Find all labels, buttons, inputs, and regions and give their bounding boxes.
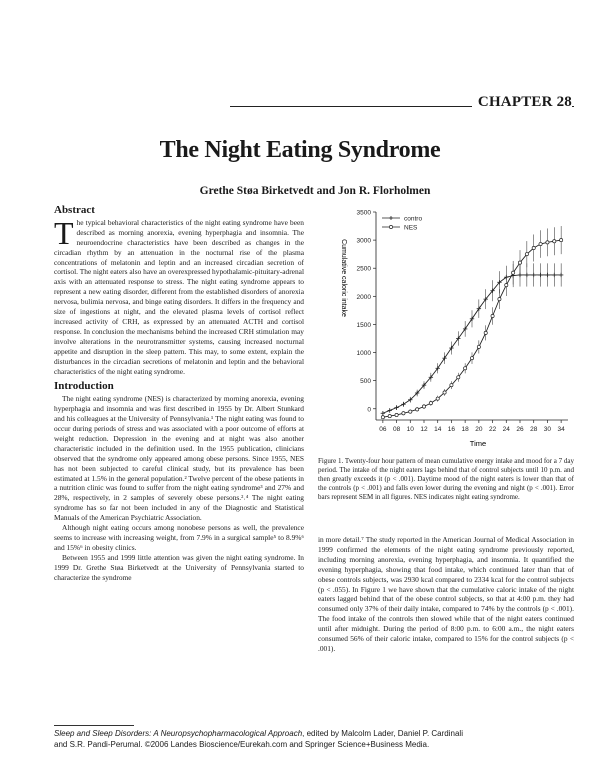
data-point-circle (470, 357, 473, 360)
book-title: Sleep and Sleep Disorders: A Neuropsychopharmacological Approach (54, 729, 303, 738)
intro-paragraph-3: Between 1955 and 1999 little attention was given the night eating syndrome. In 1999 Dr. Grethe Støa Birketvedt at the University of Pennsylvania started to characterize the syndrome (54, 552, 304, 582)
y-axis-label: Cumulative caloric intake (340, 239, 347, 317)
x-tick-label: 24 (502, 426, 510, 433)
x-tick-label: 22 (488, 426, 497, 433)
legend-label: contro (404, 215, 423, 223)
chart-svg (318, 200, 576, 450)
series-line-contro (383, 275, 561, 413)
data-point-circle (443, 391, 446, 394)
data-point-plus (538, 273, 542, 277)
introduction-heading: Introduction (54, 380, 114, 393)
data-point-circle (491, 314, 494, 317)
figure-caption: Figure 1. Twenty-four hour pattern of mean cumulative energy intake and mood for a 7 day period. The intake of the night eaters lags behind that of control subjects until 10 p.m. and then greatly exceeds it (p < .001). Daytime mood of the night eaters is lower than that of the controls (p < .001) and falls even lower during the evening and night (p < .001). Error bars represent SEM in all figures. NES indicates night eating syndrome. (318, 457, 574, 502)
x-tick-label: 12 (420, 426, 428, 433)
x-tick-label: 14 (434, 426, 442, 433)
data-point-plus (552, 273, 556, 277)
data-point-plus (532, 273, 536, 277)
data-point-circle (512, 271, 515, 274)
x-tick-label: 20 (475, 426, 483, 433)
footer-rule (54, 725, 134, 726)
footer-line-2: and S.R. Pandi-Perumal. ©2006 Landes Bioscience/Eurekah.com and Springer Science+Business Media. (54, 739, 430, 749)
x-tick-label: 10 (406, 426, 414, 433)
y-tick-label: 1000 (356, 350, 371, 358)
footer-line-1: , edited by Malcolm Lader, Daniel P. Cardinali (302, 729, 463, 738)
data-point-plus (525, 273, 529, 277)
data-point-circle (477, 345, 480, 348)
data-point-circle (464, 367, 467, 370)
x-tick-label: 18 (461, 426, 469, 433)
data-point-circle (409, 410, 412, 413)
abstract-text (54, 214, 304, 377)
data-point-plus (388, 408, 392, 412)
data-point-circle (539, 242, 542, 245)
data-point-circle (381, 416, 384, 419)
x-tick-label: 26 (516, 426, 524, 433)
data-point-circle (532, 246, 535, 249)
x-axis-label: Time (469, 439, 487, 448)
dropcap: T (54, 214, 74, 251)
abstract-section (54, 206, 304, 376)
y-tick-label: 2000 (356, 293, 371, 301)
footer (54, 729, 574, 750)
data-point-circle (422, 405, 425, 408)
abstract-body: he typical behavioral characteristics of the night eating syndrome have been described as morning anorexia, evening hyperphagia and insomnia. The neuroendocrine characteristics have been described as changes in the circadian rhythm by an attenuation in the nocturnal rise of the plasma concentrations of melatonin and leptin and an increased circadian secretion of cortisol. The night eaters also have an overexpressed hypothalamic-pituitary-adrenal axis with an attenuated response to stress. The night eating syndrome appears to represent a new eating disorder, different from the established disorders of anorexia nervosa, bulimia nervosa, and binge eating disorders. It differs in the frequency and size of ingestions at night, and the elevated plasma levels of cortisol reflect increased activity of CRH, as expressed by an attenuated ACTH and cortisol response. In conclusion the mechanisms behind the increased CRH stimulation may involve alterations in the neurotransmitter systems, causing increased nocturnal appetite and disruption in the sleep pattern. This may, to some extent, explain the disturbances in the circadian secretions of melatonin and leptin and the behavioral characteristics of the night eating syndrome. (54, 217, 304, 376)
y-tick-label: 2500 (356, 265, 371, 273)
y-tick-label: 1500 (356, 321, 371, 329)
x-tick-label: 28 (530, 426, 538, 433)
abstract-heading: Abstract (54, 204, 95, 216)
data-point-circle (429, 402, 432, 405)
data-point-circle (505, 283, 508, 286)
data-point-circle (560, 239, 563, 242)
chapter-label: CHAPTER 28 (472, 94, 572, 111)
y-tick-label: 3500 (356, 209, 371, 217)
data-point-circle (402, 412, 405, 415)
data-point-circle (388, 414, 391, 417)
data-point-circle (457, 376, 460, 379)
data-point-circle (484, 331, 487, 334)
page-title: The Night Eating Syndrome (159, 137, 441, 163)
right-column-text: in more detail.⁷ The study reported in the American Journal of Medical Association in 1999 confirmed the elements of the night eating syndrome previously reported, including morning anorexia, evening hyperphagia, and insomnia. It quantified the evening hyperphagia, showing that food intake, which continued later than that of obese controls subjects, was 2930 kcal compared to 2334 kcal for the control subjects (p < .055). In Figure 1 we have shown that the cumulative caloric intake of the night eaters lagged behind that of the obese control subjects, so that at 4:00 p.m. they had consumed only 37% of their daily intake, compared to 74% by the controls (p < .001). The food intake of the controls then slowed while that of the night eaters continued until after midnight. During the period of 8:00 p.m. to 6:00 a.m., the night eaters consumed 56% of their caloric intake, compared to 15% for the control subjects (p < .001). (318, 535, 574, 653)
left-column (54, 206, 304, 583)
data-point-circle (525, 253, 528, 256)
data-point-circle (395, 413, 398, 416)
data-point-plus (394, 405, 398, 409)
y-tick-label: 500 (360, 378, 371, 386)
x-tick-label: 06 (379, 426, 387, 433)
x-tick-label: 34 (557, 426, 565, 433)
data-point-plus (545, 273, 549, 277)
data-point-circle (436, 397, 439, 400)
data-point-plus (559, 273, 563, 277)
x-tick-label: 16 (447, 426, 456, 433)
data-point-plus (381, 411, 385, 415)
intro-paragraph-1: The night eating syndrome (NES) is characterized by morning anorexia, evening hyperphagia and insomnia and was first described in 1955 by Dr. Albert Stunkard and his colleagues at the University of Pennsylvania.¹ The night eating was found to occur during periods of stress and was associated with a poor outcome of efforts at weight reduction. Depression in the evening and at night was also another characteristic included in the definition used. In the 1955 publication, clinicians observed that the syndrome only appeared among obese persons. Since 1955, NES has not been subjected to careful clinical study, but its prevalence has been estimated at 1.5% in the general population.² Twelve percent of the obese patients in a nutrition clinic was found to suffer from the night eating syndrome³ and 27% and 28%, respectively, in 2 samples of severely obese persons.²˒⁴ The night eating syndrome has so far not been included in any of the Diagnostic and Statistical Manuals of the American Psychiatric Association. (54, 394, 304, 523)
series-line-NES (383, 240, 561, 417)
data-point-circle (498, 298, 501, 301)
data-point-circle (518, 261, 521, 264)
right-column (318, 535, 574, 654)
x-tick-label: 30 (543, 426, 552, 433)
data-point-circle (416, 408, 419, 411)
x-tick-label: 08 (392, 426, 401, 433)
y-tick-label: 3000 (356, 237, 371, 245)
data-point-circle (450, 384, 453, 387)
intro-paragraph-2: Although night eating occurs among nonobese persons as well, the prevalence seems to increase with increasing weight, from 7.9% in a surgical sample⁵ to 8.9%⁶ and 15%⁶ in obesity clinics. (54, 523, 304, 552)
legend-label: NES (404, 224, 418, 232)
y-tick-label: 0 (367, 406, 371, 414)
data-point-circle (546, 241, 549, 244)
data-point-circle (553, 240, 556, 243)
authors: Grethe Støa Birketvedt and Jon R. Florholmen (199, 185, 431, 197)
legend-circle (389, 225, 392, 228)
figure-1-chart (318, 200, 576, 450)
